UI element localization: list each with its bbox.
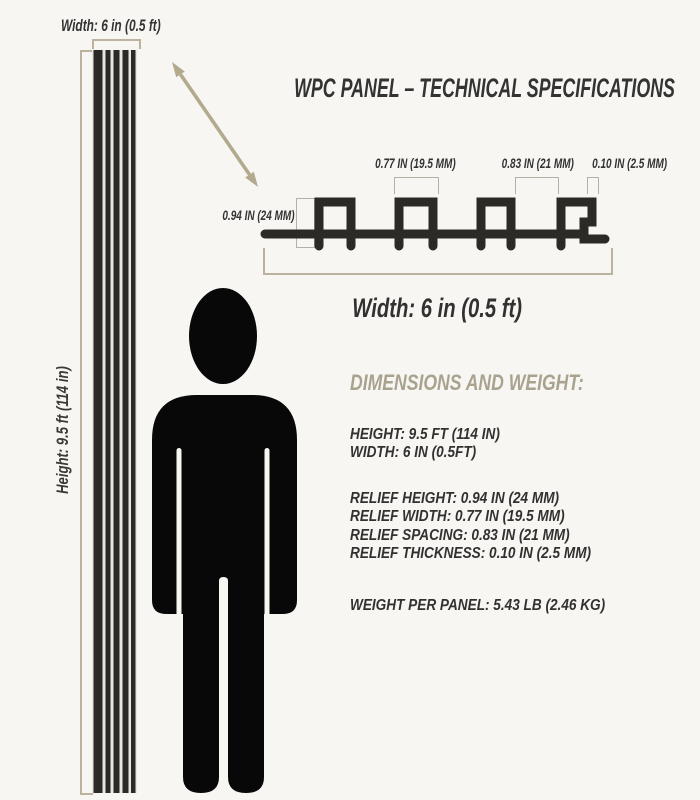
- panel-top-bracket: [92, 39, 141, 49]
- relief-width-label: 0.77 IN (19.5 MM): [374, 156, 456, 171]
- spec-line: RELIEF HEIGHT: 0.94 IN (24 MM): [350, 490, 560, 507]
- specs-heading: DIMENSIONS AND WEIGHT:: [350, 370, 584, 395]
- wpc-panel-graphic: [92, 50, 137, 793]
- spec-line: HEIGHT: 9.5 FT (114 IN): [350, 426, 500, 443]
- specs-group-relief: [350, 490, 634, 564]
- relief-thickness-label: 0.10 IN (2.5 MM): [592, 156, 668, 171]
- profile-width-bracket: [263, 248, 613, 275]
- spec-line: RELIEF SPACING: 0.83 IN (21 MM): [350, 526, 570, 544]
- spec-line: RELIEF THICKNESS: 0.10 IN (2.5 MM): [350, 545, 592, 563]
- spec-line: RELIEF WIDTH: 0.77 IN (19.5 MM): [350, 508, 565, 526]
- spec-line: WIDTH: 6 IN (0.5FT): [350, 444, 477, 462]
- panel-width-label: Width: 6 in (0.5 ft): [61, 16, 161, 35]
- profile-width-label: Width: 6 in (0.5 ft): [352, 293, 522, 323]
- relief-height-label: 0.94 IN (24 MM): [222, 208, 295, 223]
- relief-spacing-label: 0.83 IN (21 MM): [501, 156, 575, 171]
- specs-group-dimensions: [350, 426, 526, 463]
- page-title: WPC PANEL – TECHNICAL SPECIFICATIONS: [294, 73, 675, 103]
- panel-height-label: Height: 9.5 ft (114 in): [53, 366, 72, 494]
- specs-group-weight: [350, 597, 650, 615]
- person-silhouette: [140, 280, 310, 800]
- spec-line: WEIGHT PER PANEL: 5.43 LB (2.46 KG): [350, 597, 606, 614]
